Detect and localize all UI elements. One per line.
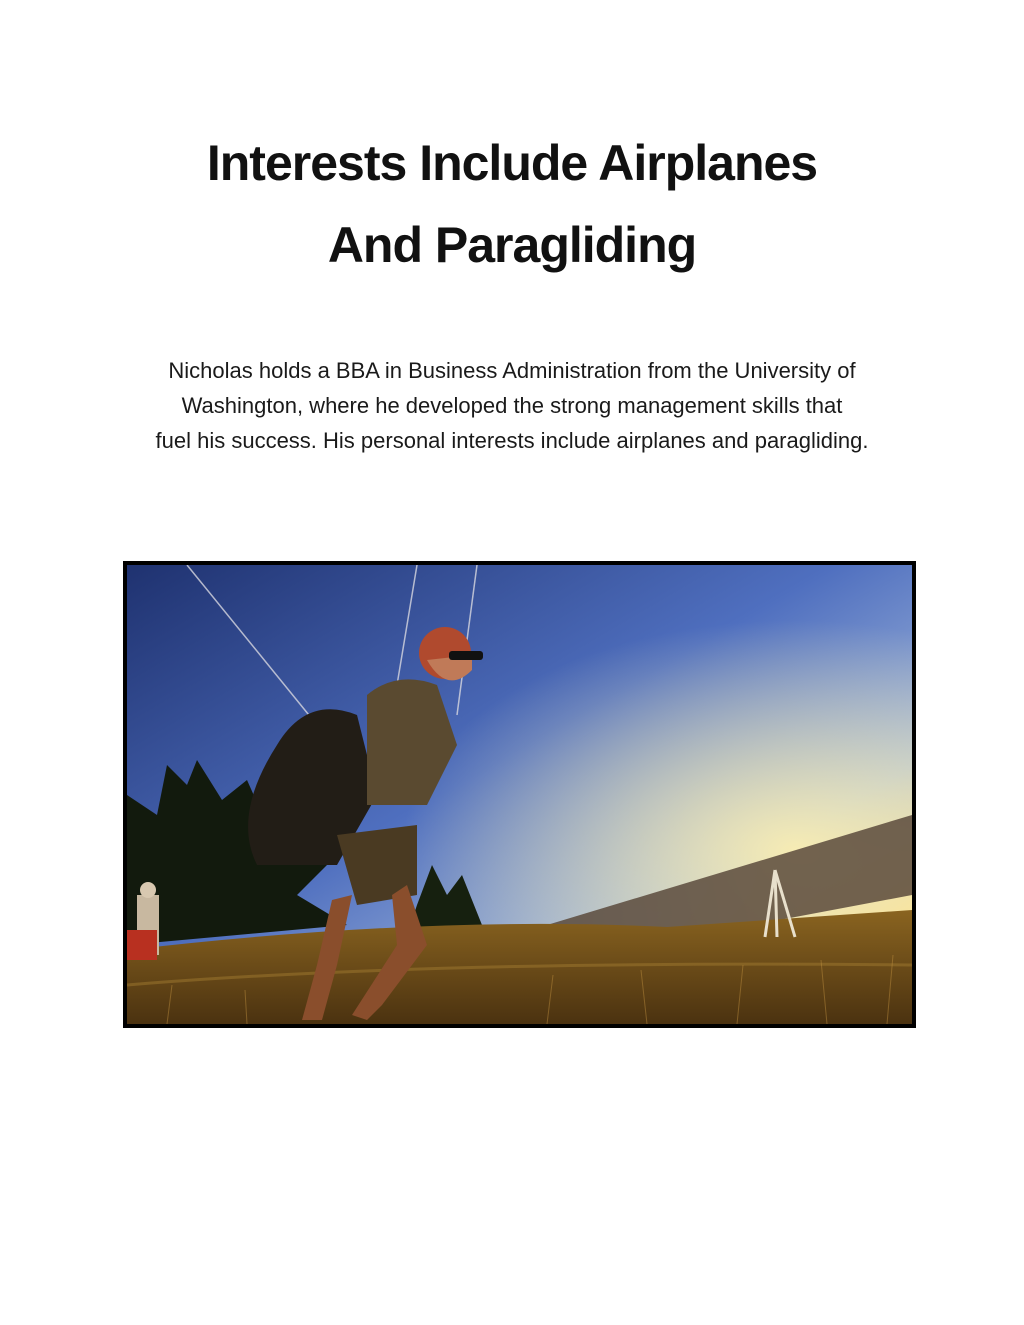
- page-title: [0, 122, 1024, 286]
- bio-paragraph: [100, 353, 924, 458]
- bio-line-1: Nicholas holds a BBA in Business Administration from the University of: [168, 358, 856, 383]
- paragliding-scene: [127, 565, 912, 1024]
- paragliding-photo: [123, 561, 916, 1028]
- bio-line-2: Washington, where he developed the strong management skills that: [181, 393, 843, 418]
- title-line-2: And Paragliding: [327, 217, 697, 273]
- bio-line-3: fuel his success. His personal interests include airplanes and paragliding.: [155, 428, 869, 453]
- title-line-1: Interests Include Airplanes: [206, 135, 818, 191]
